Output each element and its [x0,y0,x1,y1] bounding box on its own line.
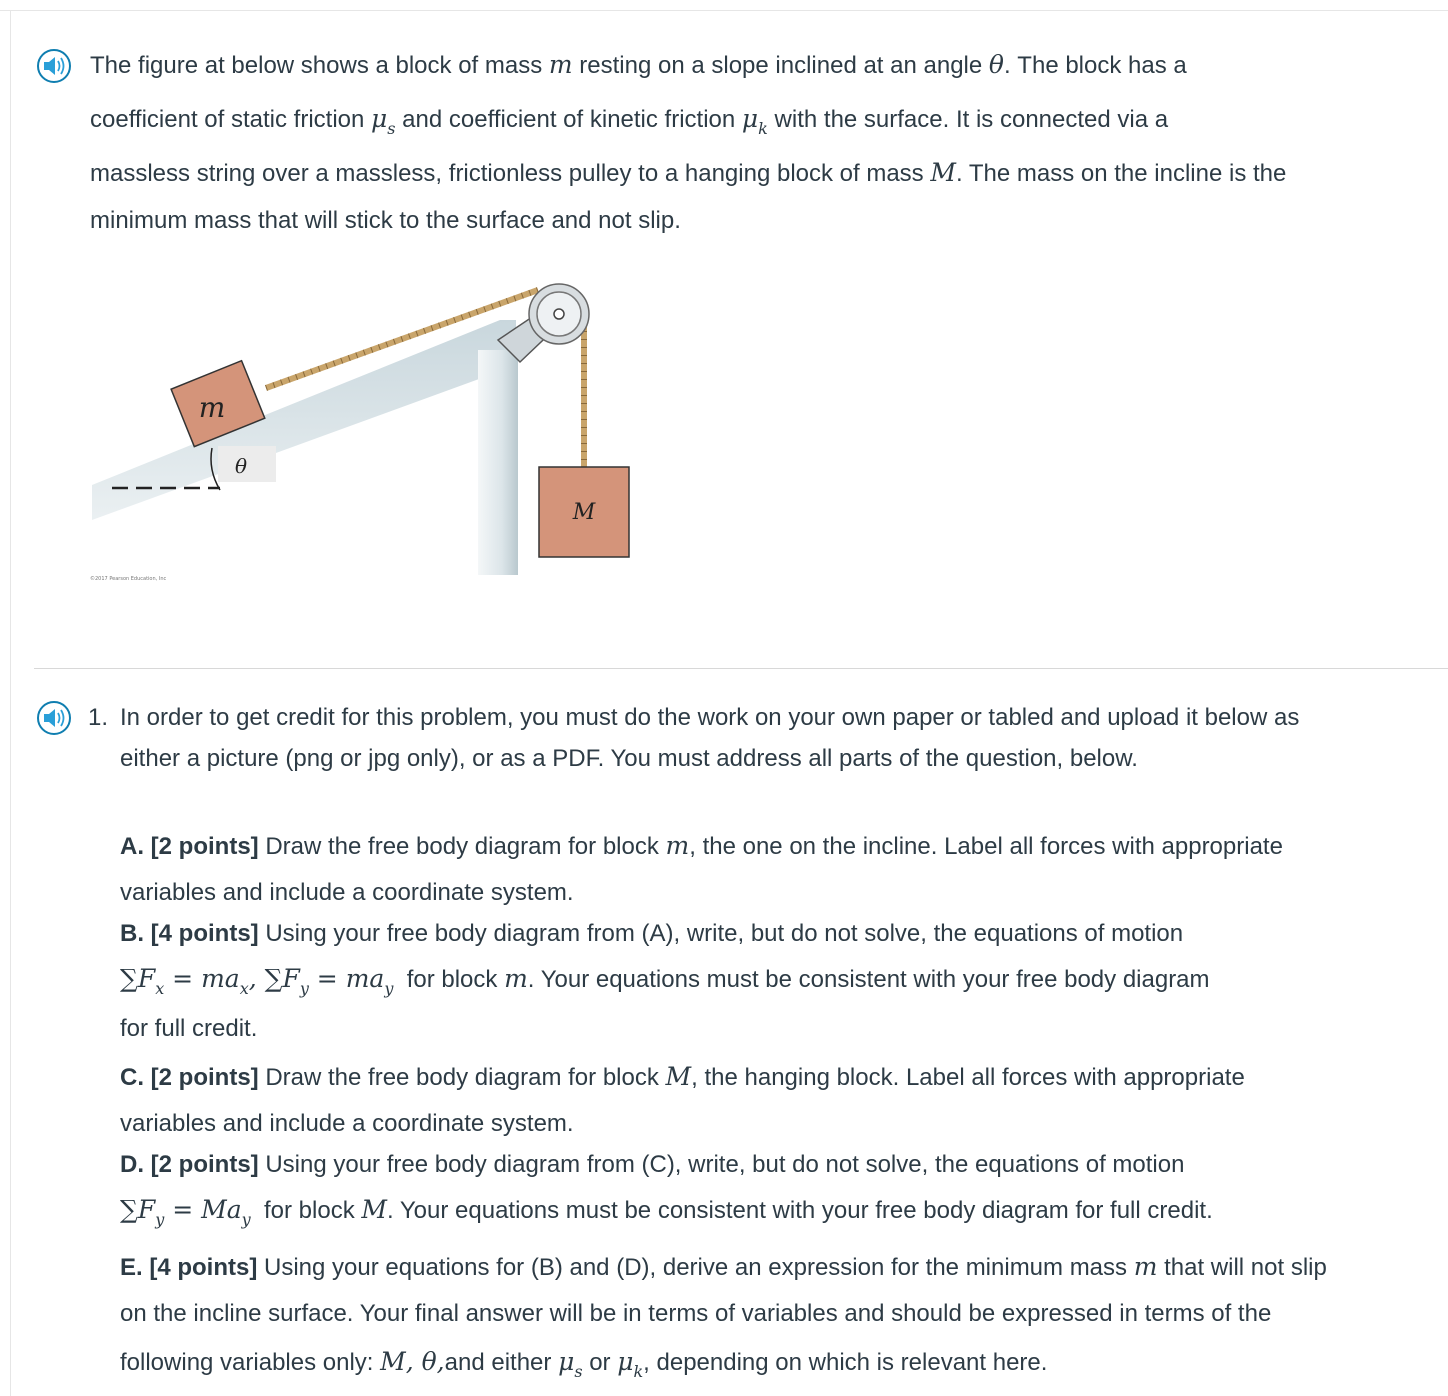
label-block-m: m [198,391,226,424]
intro-line-2: coefficient of static friction $\mu_s$ and coefficient of kinetic friction $\mu_k$ with the surface. It is connected via a [90,104,1169,138]
question-number: 1. [88,704,109,731]
part-e-line-1: E. [4 points] Using your equations for (B) and (D), derive an expression for the minimum mass m that will not slip [120,1252,1327,1281]
label-block-M: M [572,500,596,525]
part-d-line-1: D. [2 points] Using your free body diagram from (C), write, but do not solve, the equations of motion [120,1151,1185,1178]
speaker-icon[interactable] [36,48,72,84]
part-e-line-2: on the incline surface. Your final answer will be in terms of variables and should be expressed in terms of the [120,1300,1272,1327]
speaker-icon[interactable] [36,700,72,736]
copyright-text: ©2017 Pearson Education, Inc [90,576,167,582]
part-a-line-1: A. [2 points] Draw the free body diagram for block m, the one on the incline. Label all forces with appropriate [120,831,1283,860]
question-text-line-2: either a picture (png or jpg only), or as a PDF. You must address all parts of the question, below. [120,745,1138,772]
part-a-line-2: variables and include a coordinate system. [120,879,574,906]
part-c-line-2: variables and include a coordinate system. [120,1110,574,1137]
label-theta: θ [234,454,248,478]
part-d-equation-line: $\sum F_y = Ma_y$ for block M. Your equations must be consistent with your free body diagram for full credit. [120,1195,1213,1229]
top-border [0,10,1448,11]
intro-line-3: massless string over a massless, frictionless pulley to a hanging block of mass M. The mass on the incline is the [90,158,1287,187]
intro-line-1: The figure at below shows a block of mass m resting on a slope inclined at an angle θ. The block has a [90,50,1187,79]
section-divider [34,668,1448,669]
part-b-line-3: for full credit. [120,1015,258,1042]
part-c-line-1: C. [2 points] Draw the free body diagram for block M, the hanging block. Label all forces with appropriate [120,1062,1245,1091]
intro-line-4: minimum mass that will stick to the surface and not slip. [90,207,681,234]
incline-surface [92,320,516,575]
part-b-equation-line: $\sum F_x = ma_x$, $\sum F_y = ma_y$ for block m. Your equations must be consistent with your free body diagram [120,964,1210,998]
support-pillar [478,350,518,575]
question-text-line-1: In order to get credit for this problem, you must do the work on your own paper or tabled and upload it below as [120,704,1300,731]
part-b-line-1: B. [4 points] Using your free body diagram from (A), write, but do not solve, the equations of motion [120,920,1184,947]
left-border [10,10,11,1396]
part-e-line-3: following variables only: M, θ,and either $\mu_s$ or $\mu_k$, depending on which is relevant here. [120,1347,1048,1381]
incline-pulley-figure [80,270,680,590]
